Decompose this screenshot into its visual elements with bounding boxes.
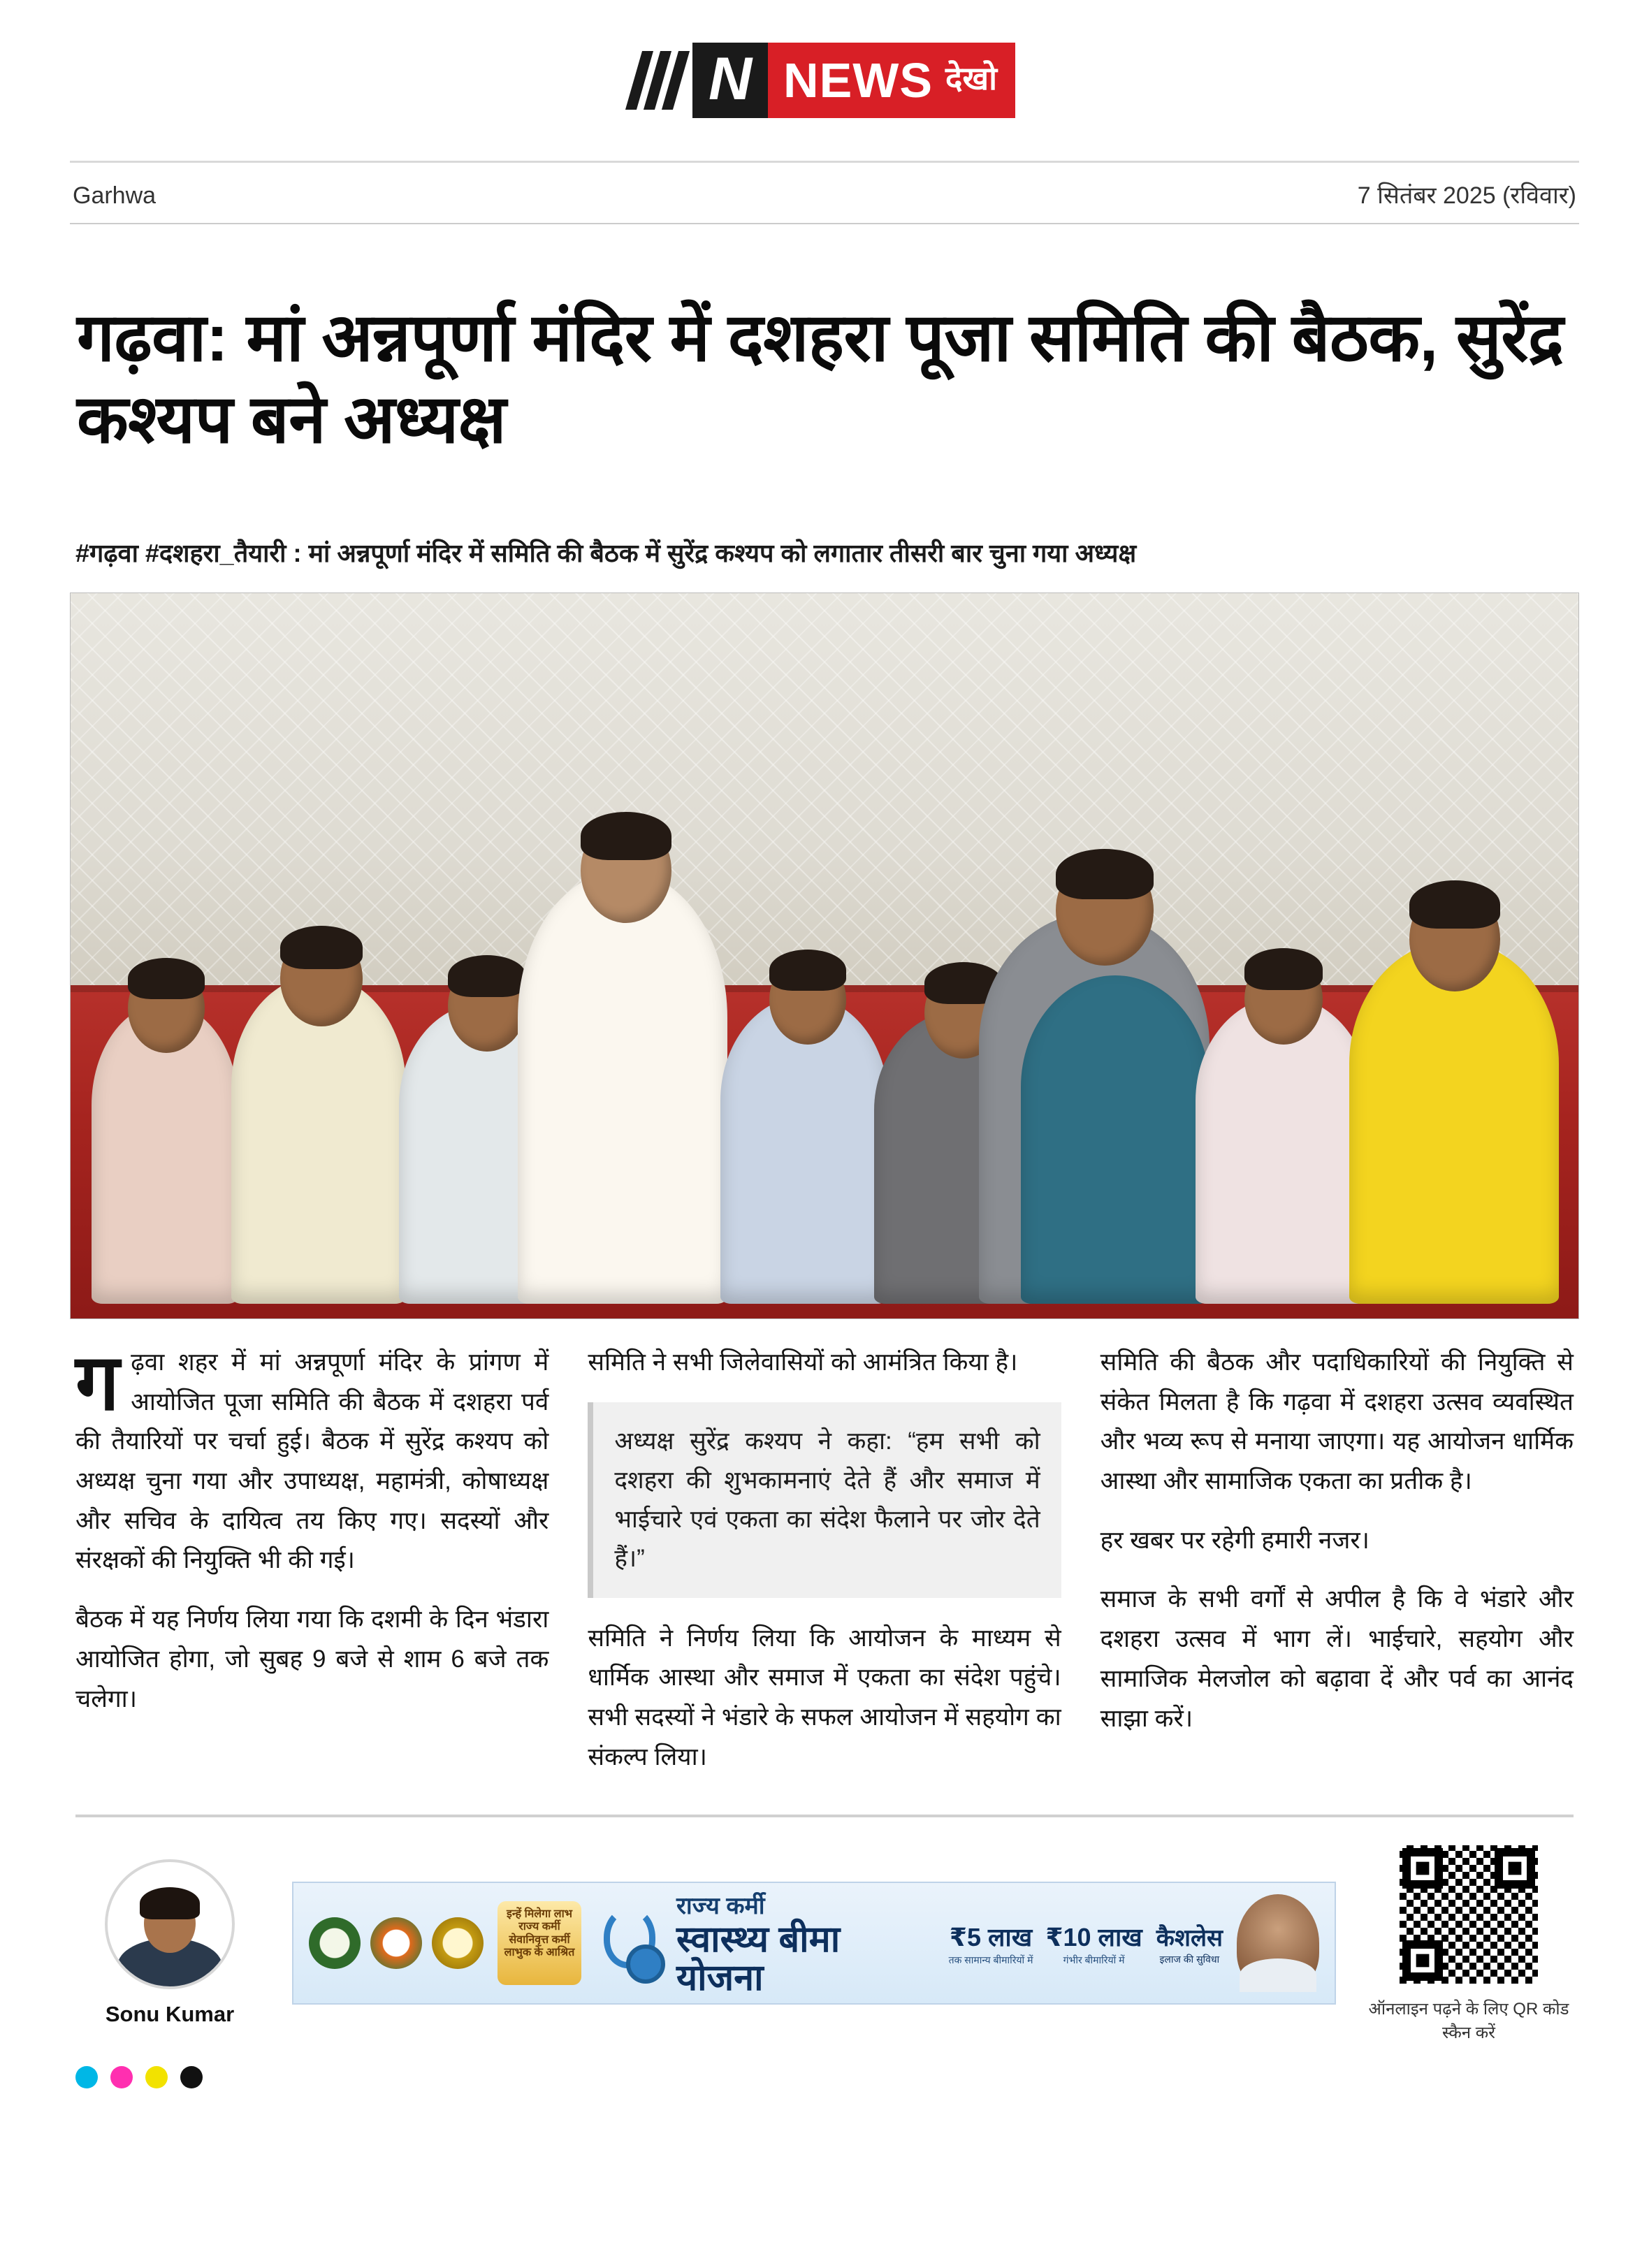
color-dot	[110, 2066, 133, 2088]
photo-person-head	[1056, 855, 1154, 966]
photo-person-head	[581, 818, 671, 923]
photo-person-head	[1409, 887, 1500, 991]
dateline	[70, 163, 1579, 223]
ad-cashless-label: कैशलेस	[1156, 1924, 1223, 1951]
ad-amount-1-note: तक सामान्य बीमारियों में	[948, 1954, 1033, 1966]
standfirst: #गढ़वा #दशहरा_तैयारी : मां अन्नपूर्णा मंदिर में समिति की बैठक में सुरेंद्र कश्यप को लगातार तीसरी बार चुना गया अध्यक्ष	[75, 538, 1137, 567]
reporter-block	[75, 1859, 264, 2027]
page-footer	[70, 1817, 1579, 2044]
photo-person-head	[448, 961, 526, 1052]
masthead	[70, 0, 1579, 161]
photo-person	[1349, 940, 1559, 1304]
photo-person-head	[1244, 954, 1323, 1045]
article-paragraph: गढ़वा शहर में मां अन्नपूर्णा मंदिर के प्रांगण में आयोजित पूजा समिति की बैठक में दशहरा पर्व की तैयारियों पर चर्चा हुई। बैठक में सुरेंद्र कश्यप को अध्यक्ष चुना गया और उपाध्यक्ष, महामंत्री, कोषाध्यक्ष और सचिव के दायित्व तय किए गए। सदस्यों और संरक्षकों की नियुक्ति भी की गई।	[75, 1339, 549, 1574]
dateline-location: Garhwa	[73, 182, 157, 209]
ad-amount-1-value: ₹5 लाख	[949, 1923, 1033, 1952]
article-body	[70, 1319, 1579, 1796]
article-paragraph: बैठक में यह निर्णय लिया गया कि दशमी के दिन भंडारा आयोजित होगा, जो सुबह 9 बजे से शाम 6 बजे तक चलेगा।	[75, 1606, 549, 1713]
ad-amount-1	[949, 1919, 1033, 1967]
slash-marks-icon	[634, 43, 692, 118]
logo-n-letter: N	[692, 43, 768, 118]
ad-amount-2-note: गंभीर बीमारियों में	[1063, 1954, 1125, 1966]
color-dot	[75, 2066, 98, 2088]
article-column-2	[588, 1343, 1061, 1796]
article-paragraph: हर खबर पर रहेगी हमारी नजर।	[1100, 1526, 1370, 1554]
brand-suffix: देखो	[945, 60, 997, 96]
logo-red-block	[768, 43, 1015, 118]
brand-logo[interactable]	[634, 43, 1015, 118]
article-column-3	[1100, 1343, 1574, 1796]
article-paragraph: समिति की बैठक और पदाधिकारियों की नियुक्ति से संकेत मिलता है कि गढ़वा में दशहरा उत्सव व्यवस्थित और भव्य रूप से मनाया जाएगा। यह आयोजन धार्मिक आस्था और सामाजिक एकता का प्रतीक है।	[1100, 1349, 1574, 1495]
ad-portrait	[1237, 1894, 1319, 1992]
government-emblems-icon	[309, 1917, 484, 1969]
photo-person-head	[769, 955, 846, 1045]
stethoscope-icon	[595, 1901, 662, 1985]
ad-line-1: राज्य कर्मी	[676, 1893, 765, 1920]
article-paragraph: समाज के सभी वर्गों से अपील है कि वे भंडारे और दशहरा उत्सव में भाग लें। भाईचारे, सहयोग और सामाजिक मेलजोल को बढ़ावा दें और पर्व का आनंद साझा करें।	[1100, 1585, 1574, 1732]
article-paragraph: समिति ने सभी जिलेवासियों को आमंत्रित किया है।	[588, 1349, 1018, 1376]
color-dot	[180, 2066, 203, 2088]
article-column-1	[75, 1339, 549, 1796]
color-calibration-dots	[70, 2045, 1579, 2088]
brand-name: NEWS	[783, 53, 934, 108]
photo-person	[1021, 975, 1209, 1304]
page-title: गढ़वा: मां अन्नपूर्णा मंदिर में दशहरा पूजा समिति की बैठक, सुरेंद्र कश्यप बने अध्यक्ष	[77, 300, 1564, 458]
ad-line-2: स्वास्थ्य बीमा योजना	[676, 1919, 841, 1999]
ad-title-block	[676, 1889, 935, 1997]
pull-quote: अध्यक्ष सुरेंद्र कश्यप ने कहा: “हम सभी को दशहरा की शुभकामनाएं देते हैं और समाज में भाईचारे एवं एकता का संदेश फैलाने पर जोर देते हैं।”	[588, 1402, 1061, 1598]
ad-amount-2-value: ₹10 लाख	[1045, 1923, 1142, 1952]
qr-caption: ऑनलाइन पढ़ने के लिए QR कोड स्कैन करें	[1368, 2000, 1569, 2043]
ad-amount-2	[1045, 1919, 1142, 1967]
article-photo	[70, 593, 1579, 1319]
reporter-name: Sonu Kumar	[105, 2002, 235, 2027]
ad-cashless-block	[1156, 1921, 1223, 1966]
photo-person-main	[518, 871, 727, 1304]
article-paragraph: समिति ने निर्णय लिया कि आयोजन के माध्यम से धार्मिक आस्था और समाज में एकता का संदेश पहुंचे। सभी सदस्यों ने भंडारे के सफल आयोजन में सहयोग का संकल्प लिया।	[588, 1624, 1061, 1771]
dateline-date: 7 सितंबर 2025 (रविवार)	[1357, 182, 1576, 209]
dateline-divider	[70, 223, 1579, 224]
ad-benefit-badge: इन्हें मिलेगा लाभ राज्य कर्मी सेवानिवृत्त कर्मी लाभुक के आश्रित	[497, 1901, 581, 1985]
photo-person-head	[280, 931, 363, 1026]
ad-cashless-note: इलाज की सुविधा	[1159, 1953, 1220, 1965]
advertisement-banner[interactable]	[292, 1882, 1336, 2005]
qr-block	[1364, 1841, 1574, 2044]
qr-code-icon[interactable]	[1395, 1841, 1542, 1988]
avatar	[105, 1859, 235, 1989]
ad-amounts	[949, 1919, 1142, 1967]
photo-person-head	[128, 964, 205, 1053]
color-dot	[145, 2066, 168, 2088]
